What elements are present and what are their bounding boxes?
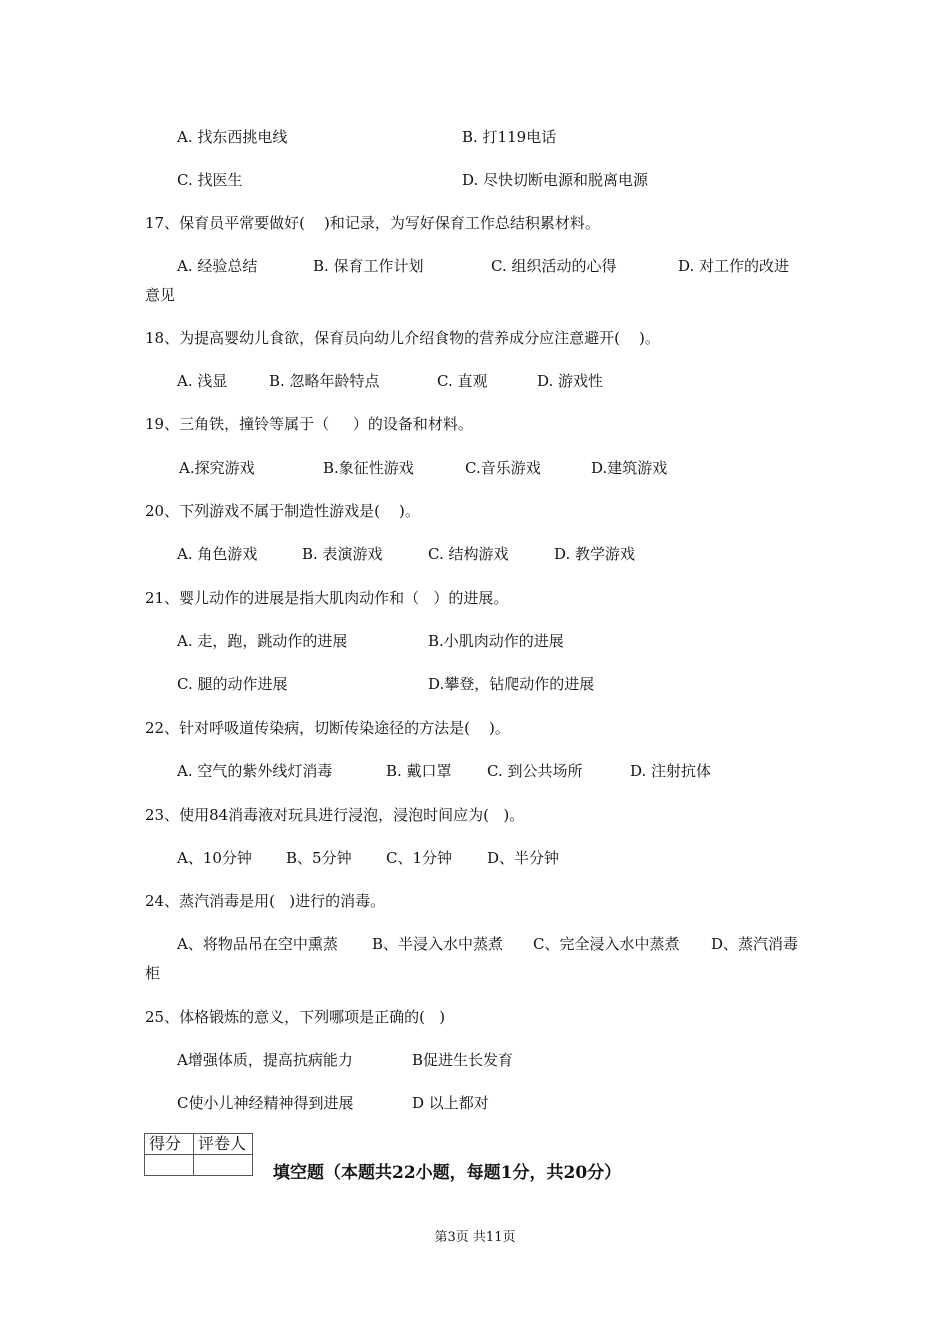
q24-stem: 24、蒸汽消毒是用( )进行的消毒。: [145, 892, 386, 910]
score-box: [144, 1133, 253, 1176]
q25-option-b: B促进生长发育: [412, 1051, 514, 1069]
q22-option-b: B. 戴口罩: [386, 762, 452, 780]
q21-option-b: B.小肌肉动作的进展: [428, 632, 564, 650]
q18-option-c: C. 直观: [437, 372, 488, 390]
q16-option-b: B. 打119电话: [462, 128, 557, 146]
q20-option-a: A. 角色游戏: [177, 545, 258, 563]
q19-option-b: B.象征性游戏: [323, 459, 414, 477]
q16-option-a: A. 找东西挑电线: [177, 128, 288, 146]
q23-option-a: A、10分钟: [177, 849, 252, 867]
q17-option-d-continued: 意见: [145, 286, 176, 304]
q23-option-c: C、1分钟: [386, 849, 453, 867]
q19-option-c: C.音乐游戏: [465, 459, 541, 477]
q22-option-a: A. 空气的紫外线灯消毒: [177, 762, 333, 780]
q17-option-d: D. 对工作的改进: [678, 257, 790, 275]
q16-option-c: C. 找医生: [177, 171, 243, 189]
section-title: 填空题（本题共22小题，每题1分，共20分）: [273, 1163, 622, 1183]
q24-option-c: C、完全浸入水中蒸煮: [533, 935, 680, 953]
q21-option-d: D.攀登，钻爬动作的进展: [428, 675, 595, 693]
q23-stem: 23、使用84消毒液对玩具进行浸泡，浸泡时间应为( )。: [145, 806, 525, 824]
q18-option-d: D. 游戏性: [537, 372, 604, 390]
q25-option-c: C使小儿神经精神得到进展: [177, 1094, 354, 1112]
q24-option-d-continued: 柜: [145, 964, 161, 982]
q22-option-d: D. 注射抗体: [630, 762, 712, 780]
q20-option-d: D. 教学游戏: [554, 545, 636, 563]
q23-option-b: B、5分钟: [286, 849, 352, 867]
q18-option-a: A. 浅显: [177, 372, 228, 390]
score-label: 得分: [145, 1134, 194, 1155]
q23-option-d: D、半分钟: [487, 849, 560, 867]
q19-option-a: A.探究游戏: [179, 459, 255, 477]
q25-option-d: D 以上都对: [412, 1094, 489, 1112]
q24-option-b: B、半浸入水中蒸煮: [372, 935, 504, 953]
q20-stem: 20、下列游戏不属于制造性游戏是( )。: [145, 502, 420, 520]
q21-stem: 21、婴儿动作的进展是指大肌肉动作和（ ）的进展。: [145, 589, 509, 607]
q19-option-d: D.建筑游戏: [591, 459, 668, 477]
q24-option-d: D、蒸汽消毒: [711, 935, 799, 953]
q20-option-b: B. 表演游戏: [302, 545, 383, 563]
grader-cell: [194, 1155, 253, 1176]
q22-option-c: C. 到公共场所: [487, 762, 583, 780]
q18-stem: 18、为提高婴幼儿食欲，保育员向幼儿介绍食物的营养成分应注意避开( )。: [145, 329, 660, 347]
q20-option-c: C. 结构游戏: [428, 545, 509, 563]
q16-option-d: D. 尽快切断电源和脱离电源: [462, 171, 649, 189]
q17-option-c: C. 组织活动的心得: [491, 257, 617, 275]
q25-stem: 25、体格锻炼的意义，下列哪项是正确的( ): [145, 1008, 446, 1026]
page-footer: 第3页 共11页: [434, 1230, 516, 1245]
q24-option-a: A、将物品吊在空中熏蒸: [177, 935, 338, 953]
q25-option-a: A增强体质，提高抗病能力: [177, 1051, 353, 1069]
grader-label: 评卷人: [194, 1134, 253, 1155]
q21-option-c: C. 腿的动作进展: [177, 675, 288, 693]
q19-stem: 19、三角铁，撞铃等属于（ ）的设备和材料。: [145, 415, 473, 433]
q18-option-b: B. 忽略年龄特点: [269, 372, 380, 390]
q22-stem: 22、针对呼吸道传染病，切断传染途径的方法是( )。: [145, 719, 510, 737]
score-cell: [145, 1155, 194, 1176]
q21-option-a: A. 走，跑，跳动作的进展: [177, 632, 348, 650]
q17-option-b: B. 保育工作计划: [313, 257, 424, 275]
q17-option-a: A. 经验总结: [177, 257, 258, 275]
q17-stem: 17、保育员平常要做好( )和记录，为写好保育工作总结积累材料。: [145, 214, 600, 232]
